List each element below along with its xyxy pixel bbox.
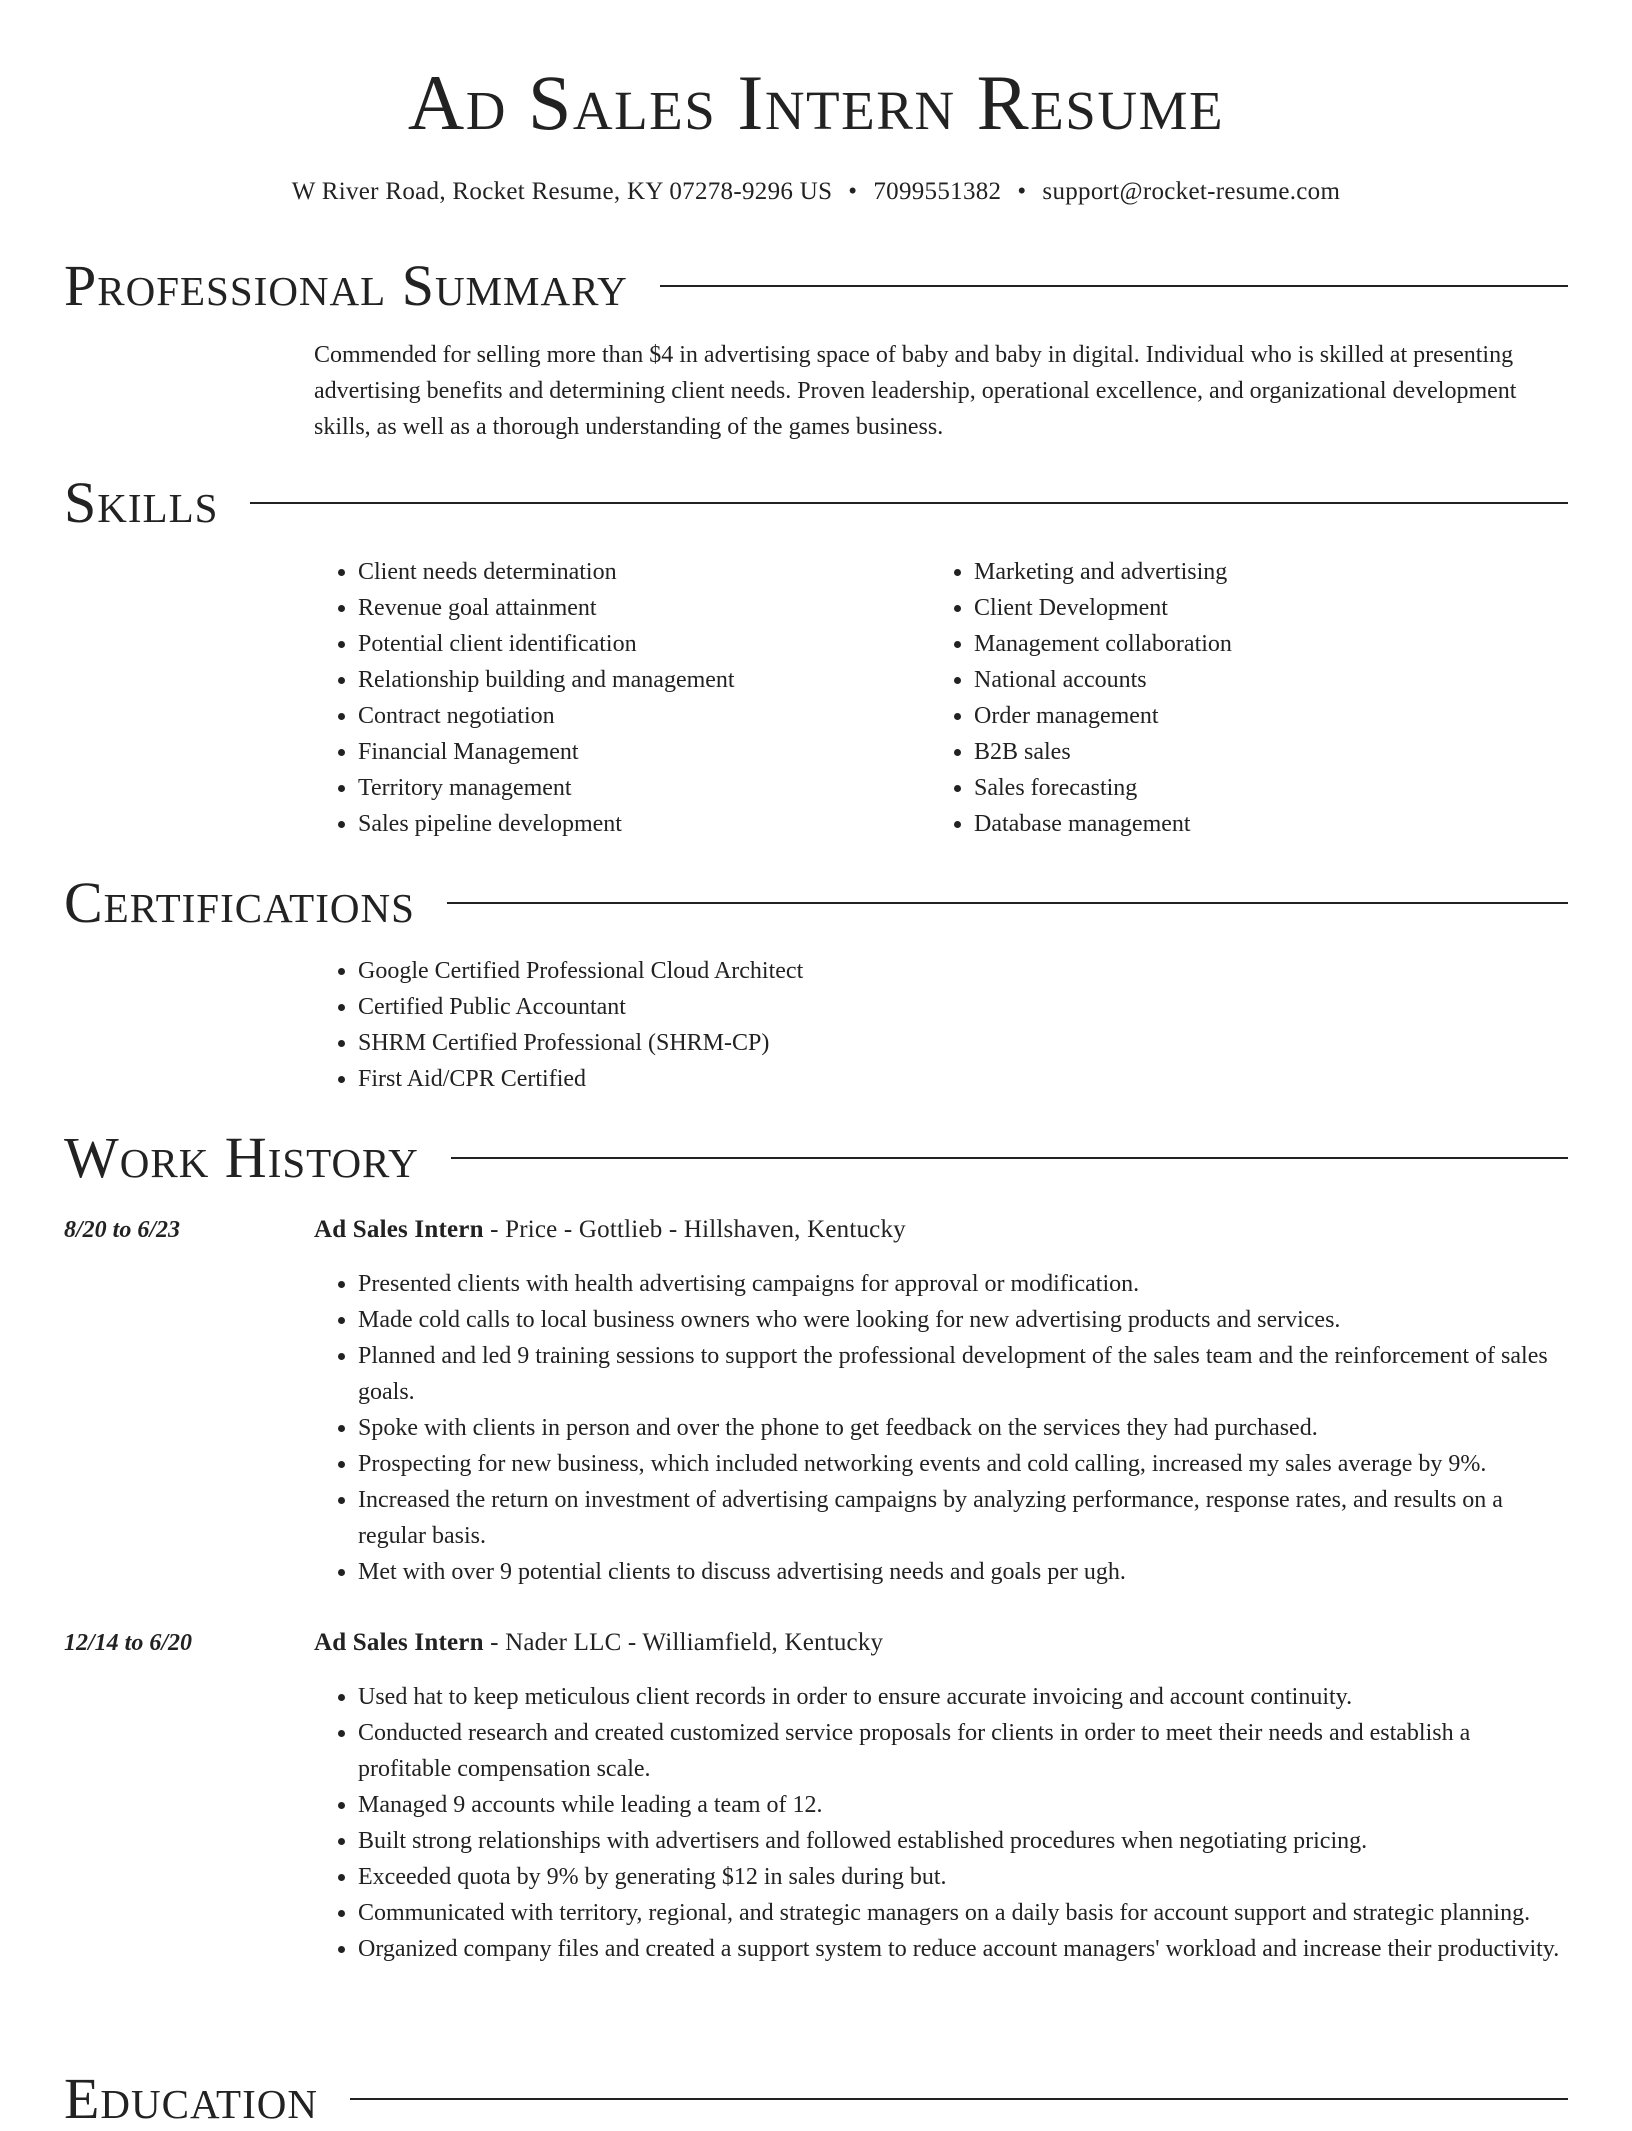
skill-item: • Database management — [974, 806, 1490, 842]
contact-phone: 7099551382 — [873, 178, 1002, 205]
job-duties-list — [314, 1679, 1568, 1967]
job-duties — [314, 1679, 1568, 1967]
section-divider — [250, 502, 1568, 504]
job-employer-location: - Price - Gottlieb - Hillshaven, Kentucky — [483, 1216, 906, 1243]
job-duties-list — [314, 1266, 1568, 1590]
section-divider — [660, 285, 1568, 287]
contact-line — [0, 176, 1632, 208]
contact-separator: • — [848, 178, 858, 205]
section-header-summary — [64, 254, 1568, 318]
duty-item: • Conducted research and created customized service proposals for clients in order to meet their needs and establish a profitable compensation scale. — [358, 1715, 1568, 1787]
section-header-education — [64, 2067, 1568, 2131]
section-title-skills: Skills — [64, 470, 219, 535]
duty-item: • Prospecting for new business, which included networking events and cold calling, increased my sales average by 9%. — [358, 1446, 1568, 1482]
section-title-certifications: Certifications — [64, 870, 415, 935]
skills-column-right — [930, 554, 1490, 842]
job-role: Ad Sales Intern — [314, 1216, 484, 1243]
section-divider — [447, 902, 1568, 904]
skill-item: • Financial Management — [358, 734, 874, 770]
certifications-block — [314, 953, 1514, 1097]
skills-list-right — [930, 554, 1490, 842]
skill-item: • Territory management — [358, 770, 874, 806]
duty-item: • Used hat to keep meticulous client records in order to ensure accurate invoicing and account continuity. — [358, 1679, 1568, 1715]
summary-text: Commended for selling more than $4 in advertising space of baby and baby in digital. Individual who is skilled at presenting advertising benefits and determining client needs. Proven leadership, operational excellence, and organizational development skills, as well as a thorough understanding of the games business. — [314, 342, 1517, 440]
duty-item: • Exceeded quota by 9% by generating $12 in sales during but. — [358, 1859, 1568, 1895]
certification-item: • SHRM Certified Professional (SHRM-CP) — [358, 1025, 1514, 1061]
skill-item: • B2B sales — [974, 734, 1490, 770]
job-employer-location: - Nader LLC - Williamfield, Kentucky — [483, 1629, 884, 1656]
skill-item: • Potential client identification — [358, 626, 874, 662]
skill-item: • Sales forecasting — [974, 770, 1490, 806]
skill-item: • Revenue goal attainment — [358, 590, 874, 626]
job-dates: 8/20 to 6/23 — [64, 1217, 181, 1243]
skill-item: • Management collaboration — [974, 626, 1490, 662]
section-title-education: Education — [64, 2066, 318, 2131]
resume-title: Ad Sales Intern Resume — [407, 59, 1225, 146]
skill-item: • Relationship building and management — [358, 662, 874, 698]
section-header-work-history — [64, 1126, 1568, 1190]
section-title-work-history: Work History — [64, 1125, 419, 1190]
section-divider — [350, 2098, 1568, 2100]
job-title-line — [314, 1625, 883, 1661]
certification-item: • Google Certified Professional Cloud Architect — [358, 953, 1514, 989]
duty-item: • Planned and led 9 training sessions to support the professional development of the sales team and the reinforcement of sales goals. — [358, 1338, 1568, 1410]
section-header-certifications — [64, 871, 1568, 935]
job-duties — [314, 1266, 1568, 1590]
section-divider — [451, 1157, 1568, 1159]
job-role: Ad Sales Intern — [314, 1629, 484, 1656]
skill-item: • Client needs determination — [358, 554, 874, 590]
duty-item: • Managed 9 accounts while leading a team of 12. — [358, 1787, 1568, 1823]
duty-item: • Organized company files and created a support system to reduce account managers' workload and increase their productivity. — [358, 1931, 1568, 1967]
contact-address: W River Road, Rocket Resume, KY 07278-9296 US — [291, 178, 833, 205]
skill-item: • National accounts — [974, 662, 1490, 698]
job-title-line — [314, 1212, 906, 1248]
skill-item: • Marketing and advertising — [974, 554, 1490, 590]
section-header-skills — [64, 471, 1568, 535]
job-dates: 12/14 to 6/20 — [64, 1630, 193, 1656]
skills-list-left — [314, 554, 874, 842]
duty-item: • Communicated with territory, regional, and strategic managers on a daily basis for account support and strategic planning. — [358, 1895, 1568, 1931]
duty-item: • Made cold calls to local business owners who were looking for new advertising products and services. — [358, 1302, 1568, 1338]
certification-item: • Certified Public Accountant — [358, 989, 1514, 1025]
skill-item: • Contract negotiation — [358, 698, 874, 734]
duty-item: • Met with over 9 potential clients to discuss advertising needs and goals per ugh. — [358, 1554, 1568, 1590]
duty-item: • Built strong relationships with advertisers and followed established procedures when negotiating pricing. — [358, 1823, 1568, 1859]
duty-item: • Increased the return on investment of advertising campaigns by analyzing performance, response rates, and results on a regular basis. — [358, 1482, 1568, 1554]
duty-item: • Presented clients with health advertising campaigns for approval or modification. — [358, 1266, 1568, 1302]
certification-item: • First Aid/CPR Certified — [358, 1061, 1514, 1097]
skill-item: • Sales pipeline development — [358, 806, 874, 842]
skill-item: • Client Development — [974, 590, 1490, 626]
contact-email: support@rocket-resume.com — [1042, 178, 1341, 205]
contact-separator: • — [1017, 178, 1027, 205]
certifications-list — [314, 953, 1514, 1097]
section-title-summary: Professional Summary — [64, 253, 628, 318]
duty-item: • Spoke with clients in person and over the phone to get feedback on the services they had purchased. — [358, 1410, 1568, 1446]
skill-item: • Order management — [974, 698, 1490, 734]
skills-column-left — [314, 554, 874, 842]
